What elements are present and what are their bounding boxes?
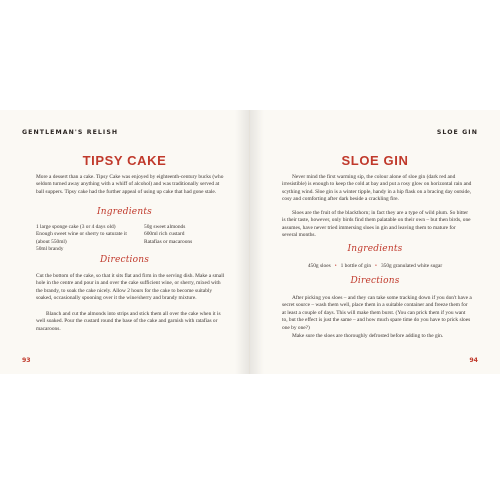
- ingredient-item: 50g sweet almonds: [144, 224, 186, 230]
- gutter-shadow: [235, 110, 249, 374]
- directions-heading: Directions: [99, 255, 150, 265]
- ingredient-item: 350g granulated white sugar: [380, 263, 443, 269]
- directions-paragraph-1: After picking you sloes – and they can take some tracking down if you don't have a secret source – wash them well, place them in a suitable container and freeze them for at least a couple of days. This will make them burst. (You can prick them if you want to, but the effect is just the same – and how much spare time do you have to prick sloes one by one?): [282, 295, 472, 331]
- directions-paragraph-1: Cut the bottom of the cake, so that it sits flat and firm in the serving dish. Make a small hole in the centre and pour in and over the cake sufficient wine, or sherry, mixed with the brandy, to soak the cake nicely. Allow 2 hours for the cake to become suitably soaked, occasionally spooning over it the wine/sherry and brandy mixture.: [36, 273, 225, 302]
- ingredients-list: [36, 224, 226, 254]
- recipe-title-tipsy-cake: TIPSY CAKE: [82, 153, 167, 168]
- directions-paragraph-2: Blanch and cut the almonds into strips and stick them all over the cake when it is well soaked. Pour the custard round the base of the cake and garnish with ratafias or macaroons.: [36, 311, 221, 332]
- directions-heading: Directions: [350, 276, 400, 286]
- ingredient-item: 50ml brandy: [36, 246, 64, 253]
- recipe-title-sloe-gin: SLOE GIN: [341, 153, 409, 168]
- ingredient-item: 1 large sponge cake (3 or 4 days old): [36, 224, 116, 230]
- bullet-separator: •: [375, 263, 377, 269]
- intro-paragraph-1: Never mind the first warming sip, the colour alone of sloe gin (dark red and irresistible) is enough to keep the cold at bay and put a rosy glow on horizontal rain and scything wind. Sloe gin is a winter tipple, handy in a hip flask on a bracing day outside, cosy and comforting after dark beside a crackling fire.: [282, 174, 472, 203]
- ingredient-item: 1 bottle of gin: [340, 263, 372, 269]
- ingredients-line: [250, 263, 500, 269]
- ingredient-item: (about 550ml): [36, 238, 67, 245]
- right-page: [250, 110, 500, 374]
- page-number-right: 94: [469, 357, 478, 364]
- gutter-shadow: [250, 110, 264, 374]
- bullet-separator: •: [334, 263, 337, 269]
- ingredients-column-1: [36, 224, 144, 254]
- left-page: [0, 110, 250, 374]
- running-head-right: SLOE GIN: [436, 129, 478, 136]
- directions-paragraph-2: Make sure the sloes are thoroughly defrosted before adding to the gin.: [292, 333, 444, 339]
- ingredient-item: 600ml rich custard: [144, 231, 185, 238]
- running-head-left: GENTLEMAN'S RELISH: [22, 129, 119, 136]
- ingredient-item: Ratafias or macaroons: [144, 238, 193, 245]
- intro-paragraph: More a dessert than a cake. Tipsy Cake was enjoyed by eighteenth-century bucks (who seldom turned away anything with a whiff of alcohol) and was traditionally served at ball suppers. Tipsy cake had the further appeal of using up cake that had gone stale.: [36, 174, 224, 195]
- page-number-left: 93: [22, 357, 31, 364]
- book-spread: [0, 110, 500, 374]
- ingredients-column-2: [144, 224, 226, 254]
- ingredients-heading: Ingredients: [97, 207, 152, 217]
- ingredient-item: Enough sweet wine or sherry to saturate it: [36, 231, 127, 238]
- ingredient-item: 450g sloes: [307, 263, 331, 269]
- intro-paragraph-2: Sloes are the fruit of the blackthorn; in fact they are a type of wild plum. So bitter is their taste, however, only birds find them palatable on their own – but then birds, one assumes, have never tried immersing sloes in gin and leaving them to mature for several months.: [282, 210, 471, 239]
- ingredients-heading: Ingredients: [347, 244, 403, 254]
